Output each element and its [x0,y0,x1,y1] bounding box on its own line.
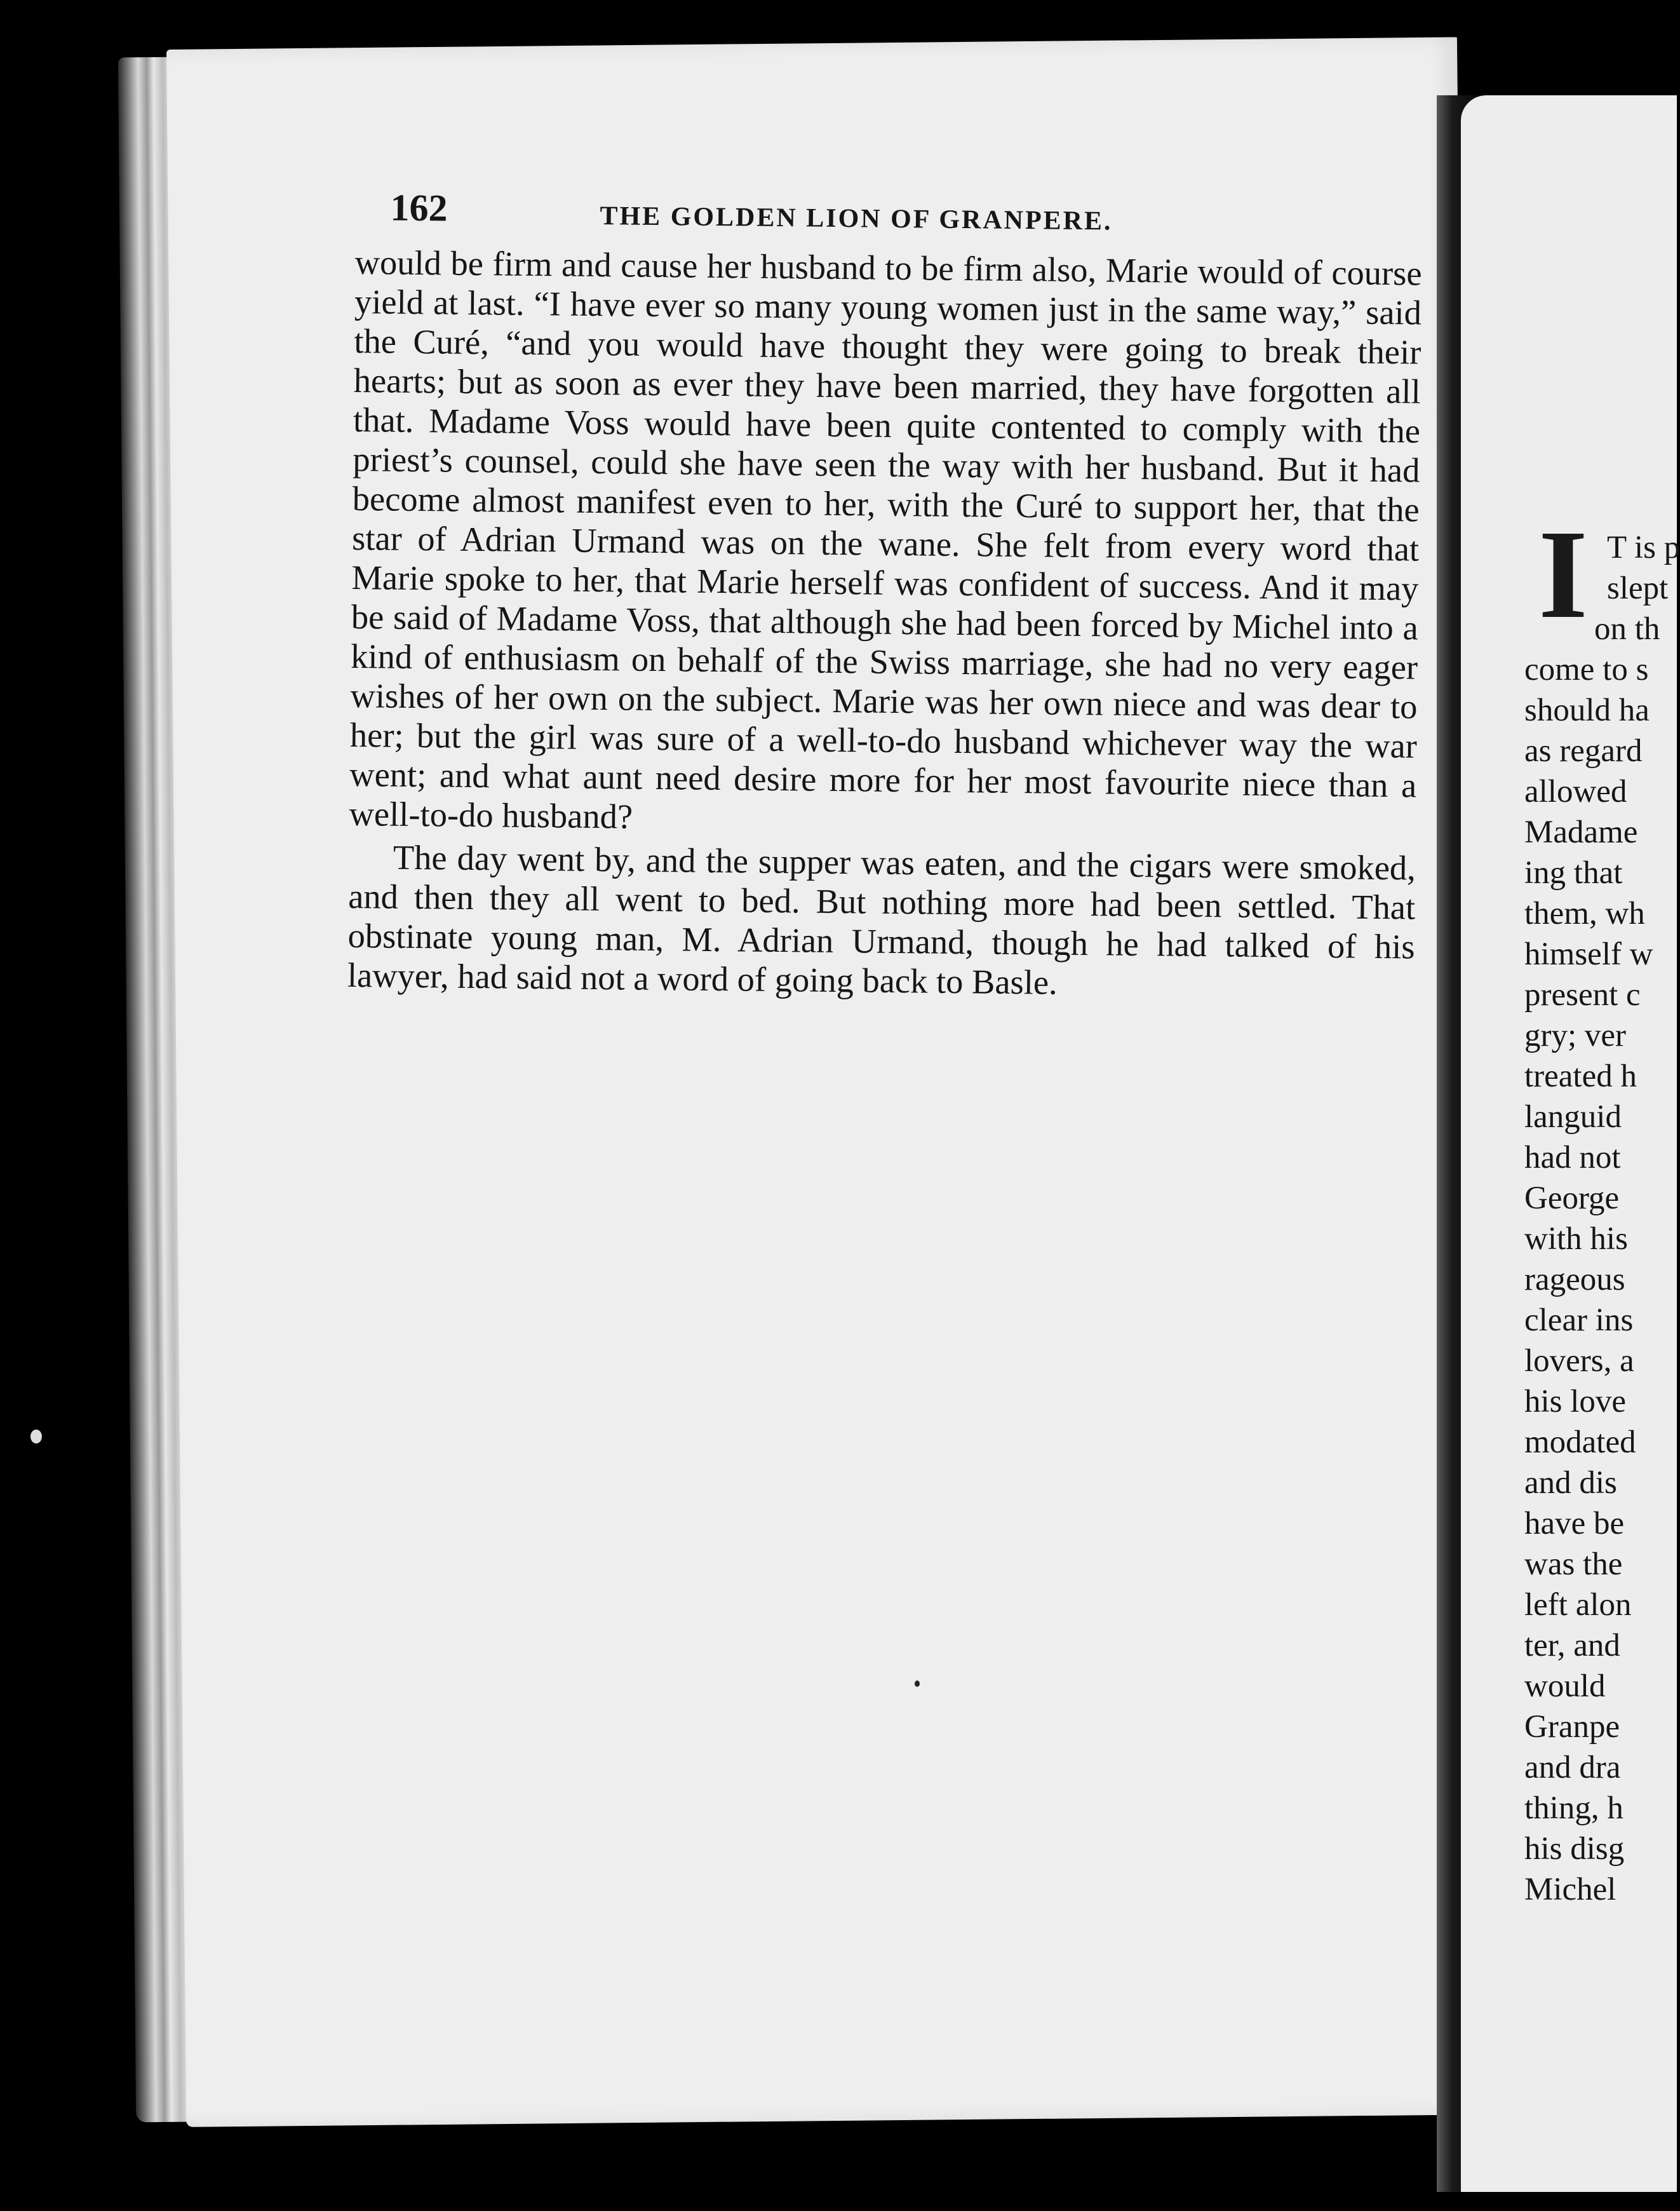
text-line: was the [1524,1546,1623,1582]
text-line: come to s [1524,652,1649,687]
text-line: present c [1524,977,1641,1013]
dust-speck [915,1680,920,1687]
text-line: ing that [1524,855,1623,891]
text-line: Michel [1524,1872,1616,1907]
paragraph: The day went by, and the supper was eaten, and the cigars were smoked, and then they all went to bed. But nothing more had been settled. That obstinate young man, M. Adrian Urmand, though he had talked of his lawyer, had said not a word of going back to Basle. [347,837,1416,1002]
text-line: ter, and [1524,1628,1620,1663]
text-line: should ha [1524,693,1650,728]
text-line: Madame [1524,815,1638,850]
dust-speck [30,1430,42,1444]
text-line: rageous [1524,1262,1625,1297]
text-line: his disg [1524,1831,1625,1867]
right-page-text [1524,527,1680,1910]
text-line: George [1524,1180,1620,1216]
text-line: T is p [1607,530,1680,565]
text-line: himself w [1524,936,1653,972]
text-line: left alon [1524,1587,1632,1623]
text-line: on th [1594,611,1660,647]
text-line: with his [1524,1221,1628,1257]
text-line: had not [1524,1140,1621,1175]
running-head [355,186,1423,254]
page-number: 162 [390,186,448,229]
text-line: clear ins [1524,1302,1634,1338]
text-line: and dra [1524,1750,1621,1785]
text-line: modated [1524,1424,1636,1460]
text-line: gry; ver [1524,1018,1627,1053]
text-line: have be [1524,1506,1625,1541]
text-line: thing, h [1524,1790,1623,1826]
text-line: languid [1524,1099,1622,1135]
running-title: THE GOLDEN LION OF GRANPERE. [600,201,1113,236]
drop-cap: I [1538,504,1588,645]
text-line: would [1524,1668,1606,1704]
text-line: allowed [1524,774,1627,809]
text-line: lovers, a [1524,1343,1634,1379]
text-line: and dis [1524,1465,1617,1501]
paragraph: would be firm and cause her husband to be firm also, Marie would of course yield at last. “I have ever so many young women just in the same way,” said the Curé, “and you would have thought they were going to break their hearts; but as soon as ever they have been married, they have forgotten all that. Madame Voss would have been quite contented to comply with the priest’s counsel, could she have seen the way with her husband. But it had become almost manifest even to her, with the Curé to support her, that the star of Adrian Urmand was on the wane. She felt from every word that Marie spoke to her, that Marie herself was confident of success. And it may be said of Madame Voss, that although she had been forced by Michel into a kind of enthusiasm on behalf of the Swiss marriage, she had no very eager wishes of her own on the subject. Marie was her own niece and was dear to her; but the girl was sure of a well-to-do husband whichever way the war went; and what aunt need desire more for her most favourite niece than a well-to-do husband? [349,242,1422,836]
text-line: as regard [1524,733,1643,769]
text-line: treated h [1524,1058,1637,1094]
left-page-text [347,186,1423,1006]
text-line: slept [1607,571,1669,606]
text-line: Granpe [1524,1709,1620,1745]
text-line: his love [1524,1384,1627,1419]
text-line: them, wh [1524,896,1645,931]
body-text [347,243,1422,1006]
